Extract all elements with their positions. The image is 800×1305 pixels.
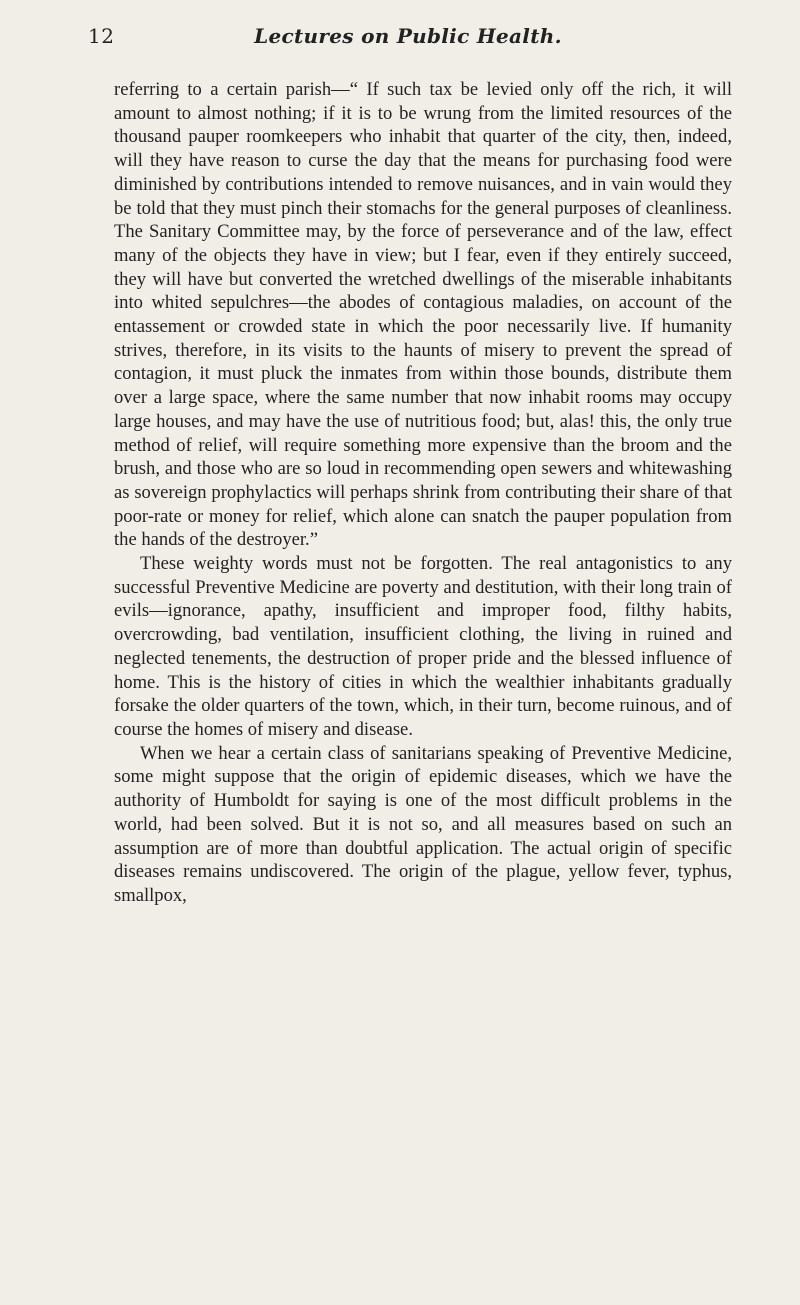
paragraph: When we hear a certain class of sanitarians speaking of Preventive Medicine, some might suppose that the origin of epidemic diseases, which we have the authority of Humboldt for saying is one of the most difficult problems in the world, had been solved. But it is not so, and all measures based on such an assumption are of more than doubtful application. The actual origin of specific diseases remains undiscovered. The origin of the plague, yellow fever, typhus, smallpox,: [114, 742, 732, 906]
paragraph-continuation: referring to a certain parish—“ If such tax be levied only off the rich, it will amount to almost nothing; if it is to be wrung from the limited resources of the thousand pauper roomkeepers who inhabit that quarter of the city, then, indeed, will they have reason to curse the day that the means for purchasing food were diminished by contributions intended to remove nuisances, and in vain would they be told that they must pinch their stomachs for the general purposes of cleanliness. The Sanitary Committee may, by the force of perseverance and of the law, effect many of the objects they have in view; but I fear, even if they entirely succeed, they will have but converted the wretched dwellings of the miserable inhabitants into whited sepulchres—the abodes of contagious maladies, on account of the entassement or crowded state in which the poor necessarily live. If humanity strives, therefore, in its visits to the haunts of misery to prevent the spread of contagion, it must pluck the inmates from within those bounds, distribute them over a large space, where the same number that now inhabit rooms may occupy large houses, and may have the use of nutritious food; but, alas! this, the only true method of relief, will require something more expensive than the broom and the brush, and those who are so loud in recommending open sewers and whitewashing as sovereign prophylactics will perhaps shrink from contributing their share of that poor-rate or money for relief, which alone can snatch the pauper population from the hands of the destroyer.”: [114, 79, 732, 551]
page-header: [88, 24, 728, 60]
running-title: Lectures on Public Health.: [254, 24, 562, 48]
page-number: 12: [88, 24, 115, 48]
body-text: [114, 78, 732, 908]
paragraph: These weighty words must not be forgotten. The real antagonistics to any successful Preventive Medicine are poverty and destitution, with their long train of evils—ignorance, apathy, insufficient and improper food, filthy habits, overcrowding, bad ventilation, insufficient clothing, the living in ruined and neglected tenements, the destruction of proper pride and the blessed influence of home. This is the history of cities in which the wealthier inhabitants gradually forsake the older quarters of the town, which, in their turn, become ruinous, and of course the homes of misery and disease.: [114, 553, 732, 740]
